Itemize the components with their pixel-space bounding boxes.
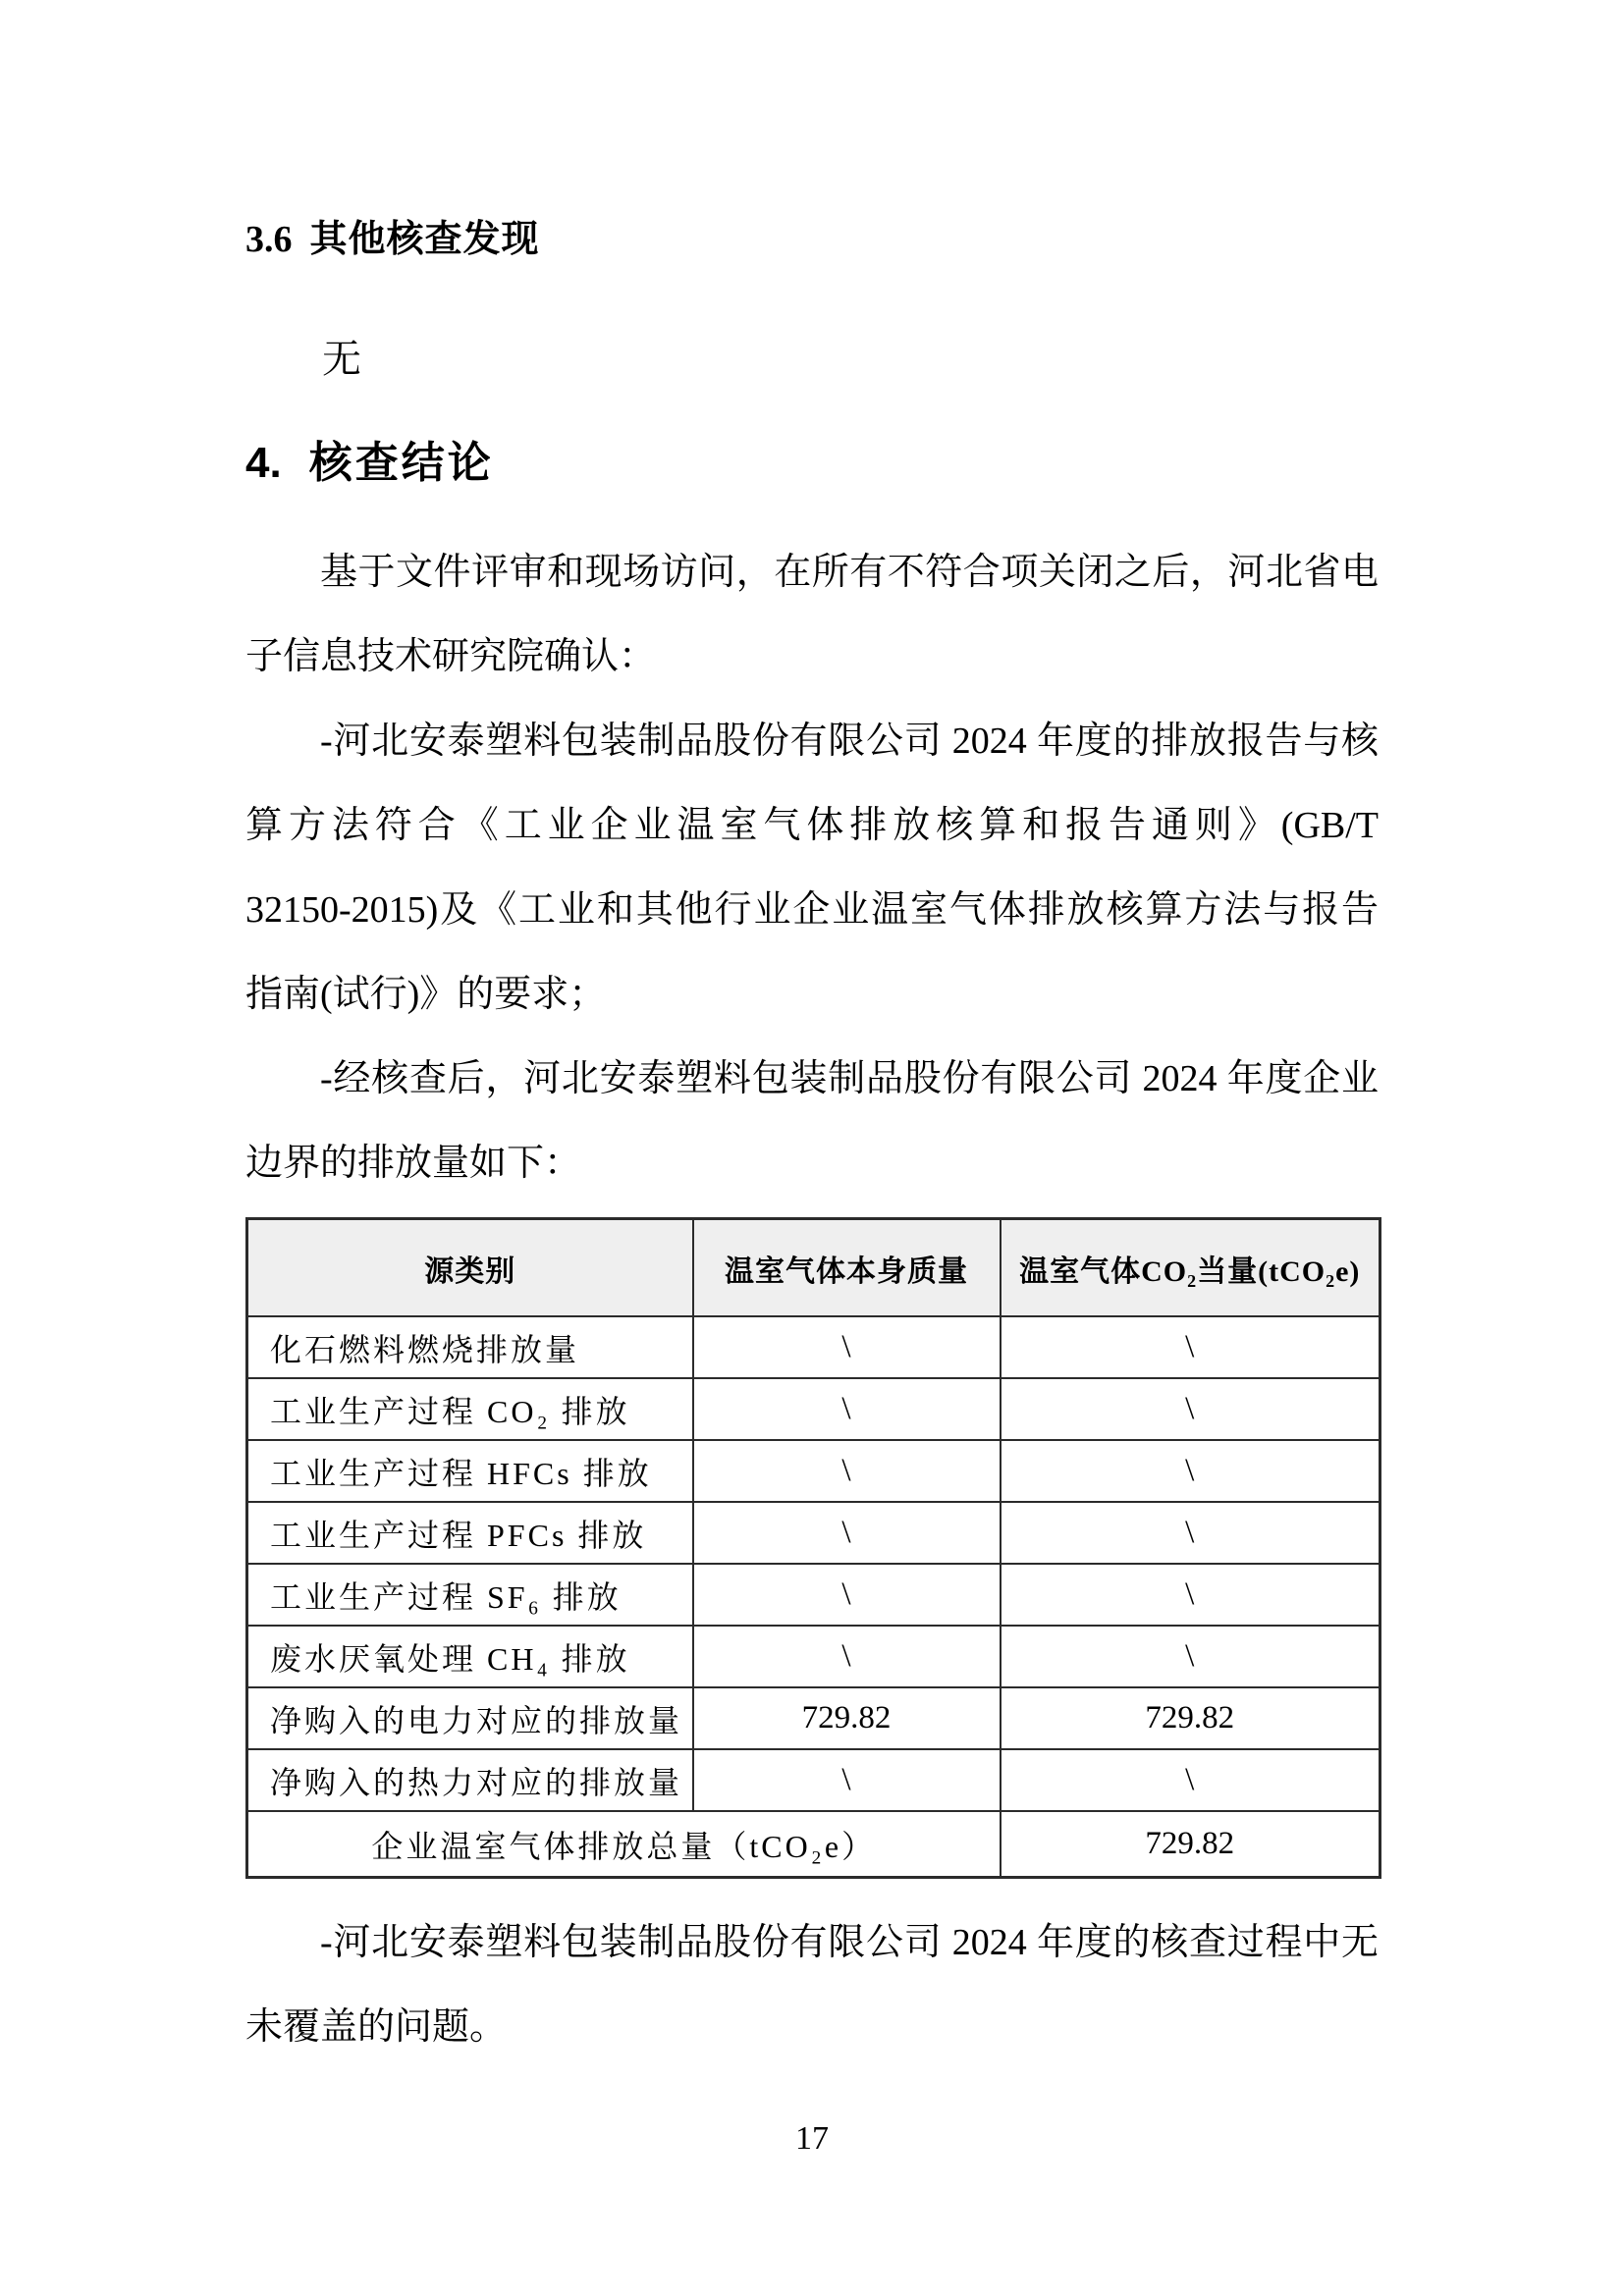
row-gas-mass: 729.82 (693, 1687, 1001, 1749)
row-source: 废水厌氧处理 CH₄ 排放 (247, 1626, 693, 1687)
row-gas-mass: \ (693, 1316, 1001, 1378)
total-label: 企业温室气体排放总量（tCO₂e） (247, 1811, 1001, 1878)
row-gas-mass: \ (693, 1626, 1001, 1687)
row-source: 工业生产过程 CO₂ 排放 (247, 1378, 693, 1440)
row-gas-mass: \ (693, 1378, 1001, 1440)
page-number: 17 (795, 2120, 829, 2157)
header-co2-equivalent: 温室气体CO₂当量(tCO₂e) (1001, 1219, 1380, 1317)
row-source: 净购入的热力对应的排放量 (247, 1749, 693, 1811)
table-row (247, 1502, 1380, 1564)
closing-line: -河北安泰塑料包装制品股份有限公司 2024 年度的核查过程中无 (320, 1922, 1379, 1963)
row-source: 化石燃料燃烧排放量 (247, 1316, 693, 1378)
table-header-row (247, 1219, 1380, 1317)
emission-summary-table (245, 1217, 1381, 1879)
page-content (0, 218, 1624, 2069)
total-value: 729.82 (1001, 1811, 1380, 1878)
table-row (247, 1378, 1380, 1440)
conclusion-line: 子信息技术研究院确认： (245, 636, 657, 677)
closing-line: 未覆盖的问题。 (245, 2006, 508, 2048)
conclusion-paragraphs (245, 530, 1379, 1205)
row-source: 工业生产过程 HFCs 排放 (247, 1440, 693, 1502)
row-source: 净购入的电力对应的排放量 (247, 1687, 693, 1749)
section-3-6-title: 其他核查发现 (309, 219, 540, 260)
section-4-number: 4. (245, 439, 282, 487)
section-4-heading (245, 439, 1379, 488)
conclusion-line: 算方法符合《工业企业温室气体排放核算和报告通则》(GB/T (245, 805, 1379, 846)
row-source: 工业生产过程 PFCs 排放 (247, 1502, 693, 1564)
row-source: 工业生产过程 SF₆ 排放 (247, 1564, 693, 1626)
table-row (247, 1626, 1380, 1687)
header-gas-mass: 温室气体本身质量 (693, 1219, 1001, 1317)
row-gas-mass: \ (693, 1749, 1001, 1811)
table-row (247, 1316, 1380, 1378)
conclusion-line: 32150-2015)及《工业和其他行业企业温室气体排放核算方法与报告 (245, 889, 1379, 931)
conclusion-line: 边界的排放量如下： (245, 1143, 582, 1184)
conclusion-line: -河北安泰塑料包装制品股份有限公司 2024 年度的排放报告与核 (320, 721, 1379, 762)
table-row (247, 1564, 1380, 1626)
header-source-category: 源类别 (247, 1219, 693, 1317)
row-gas-mass: \ (693, 1440, 1001, 1502)
row-co2-equivalent: \ (1001, 1564, 1380, 1626)
closing-paragraph (245, 1900, 1379, 2069)
row-co2-equivalent: \ (1001, 1502, 1380, 1564)
row-co2-equivalent: 729.82 (1001, 1687, 1380, 1749)
conclusion-line: -经核查后，河北安泰塑料包装制品股份有限公司 2024 年度企业 (320, 1058, 1379, 1099)
section-3-6-number: 3.6 (245, 219, 293, 260)
table-row (247, 1440, 1380, 1502)
row-gas-mass: \ (693, 1502, 1001, 1564)
section-3-6-heading (245, 218, 1379, 261)
table-total-row (247, 1811, 1380, 1878)
row-co2-equivalent: \ (1001, 1316, 1380, 1378)
row-co2-equivalent: \ (1001, 1378, 1380, 1440)
row-co2-equivalent: \ (1001, 1440, 1380, 1502)
row-co2-equivalent: \ (1001, 1626, 1380, 1687)
table-row (247, 1749, 1380, 1811)
conclusion-line: 指南(试行)》的要求； (245, 974, 607, 1015)
row-co2-equivalent: \ (1001, 1749, 1380, 1811)
section-3-6-content: 无 (322, 337, 361, 381)
table-row (247, 1687, 1380, 1749)
conclusion-line: 基于文件评审和现场访问，在所有不符合项关闭之后，河北省电 (320, 552, 1379, 593)
section-4-title: 核查结论 (308, 439, 494, 487)
row-gas-mass: \ (693, 1564, 1001, 1626)
